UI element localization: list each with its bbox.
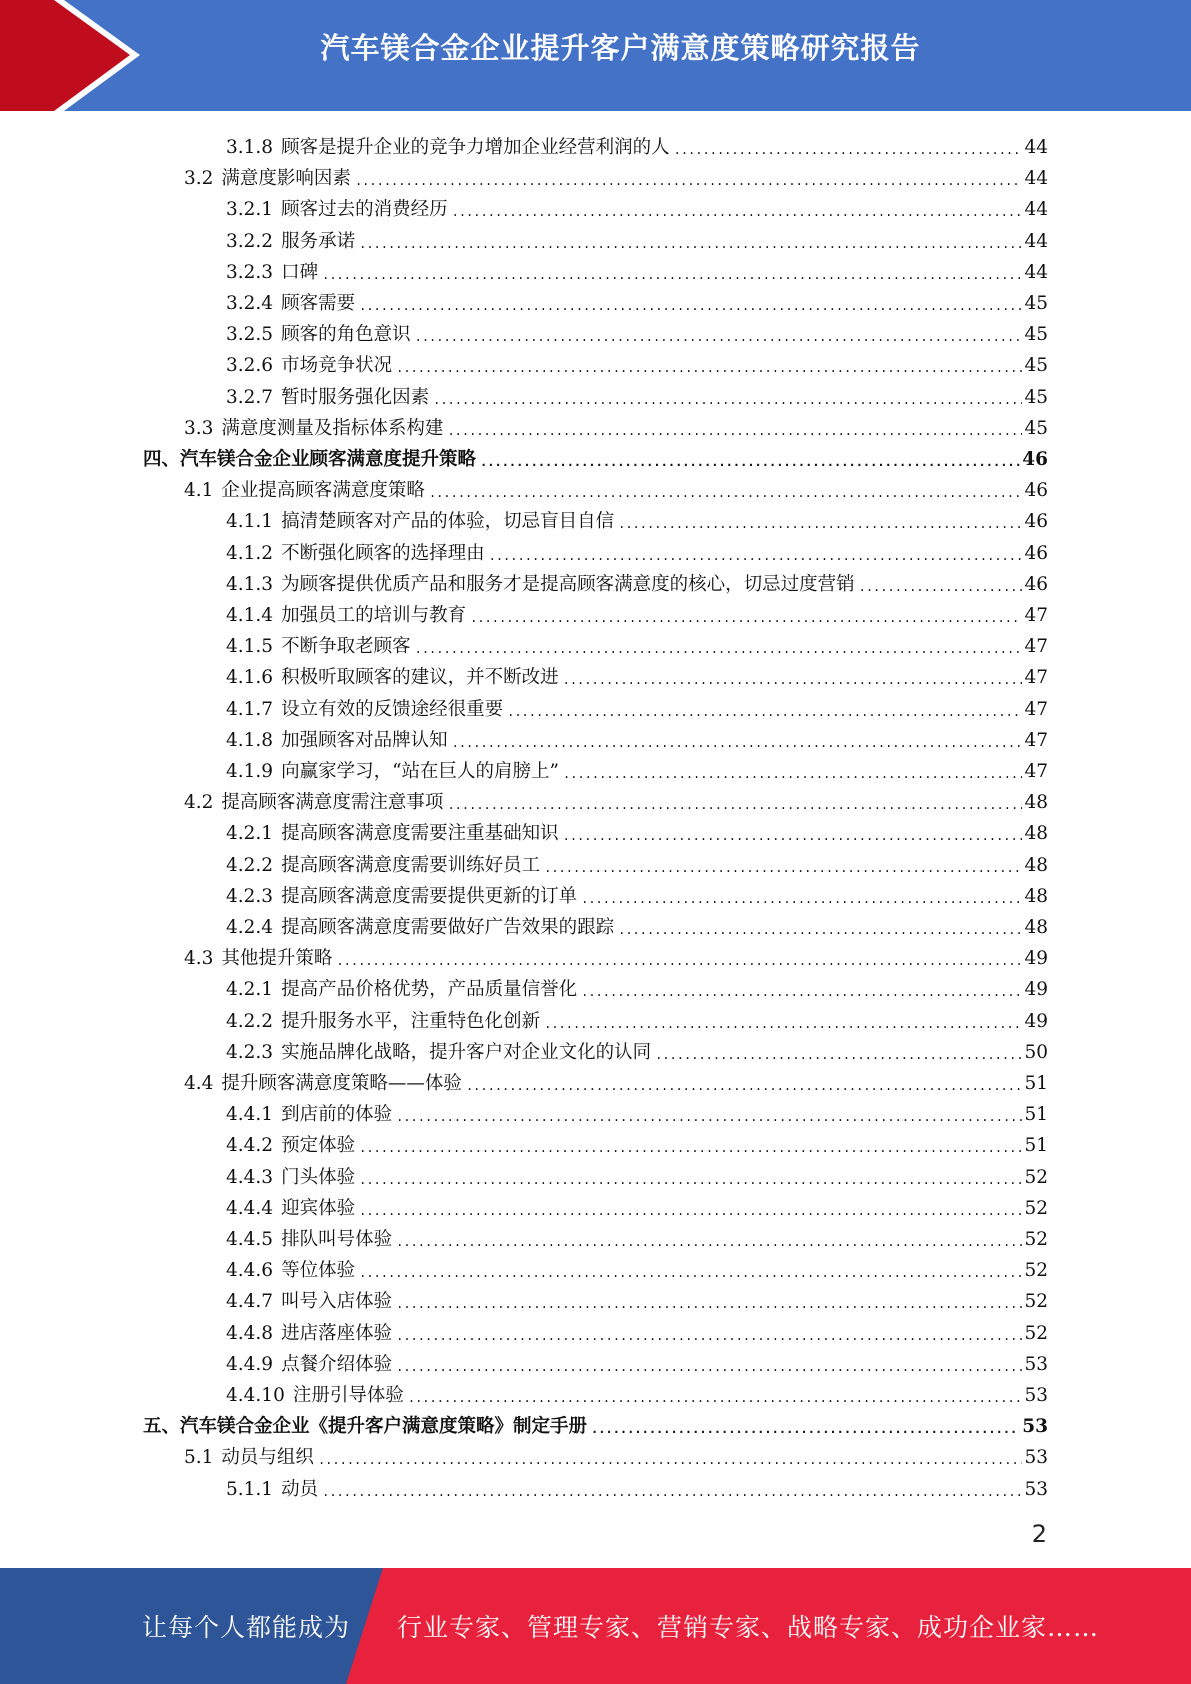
toc-dot-leader: [507, 699, 1022, 721]
toc-entry-number: 4.2.2: [226, 854, 274, 876]
toc-entry[interactable]: [226, 1033, 1048, 1064]
toc-entry[interactable]: [226, 1126, 1048, 1157]
toc-entry-title: 不断强化顾客的选择理由: [281, 542, 485, 564]
toc-entry-title: 设立有效的反馈途经很重要: [281, 698, 504, 720]
toc-dot-leader: [359, 1135, 1022, 1157]
toc-entry[interactable]: [226, 1002, 1048, 1033]
footer-slogan-right: 行业专家、管理专家、营销专家、战略专家、成功企业家……: [397, 1613, 1100, 1642]
toc-entry-page: 46: [1022, 449, 1048, 470]
toc-dot-leader: [859, 574, 1023, 596]
toc-entry-number: 4.4.5: [226, 1229, 274, 1250]
toc-dot-leader: [618, 511, 1022, 533]
toc-entry-page: 52: [1024, 1229, 1048, 1250]
toc-entry-page: 47: [1024, 761, 1048, 782]
document-title: 汽车镁合金企业提升客户满意度策略研究报告: [320, 31, 921, 65]
toc-entry-page: 46: [1024, 542, 1048, 564]
toc-entry[interactable]: [184, 1064, 1048, 1095]
toc-entry-page: 52: [1024, 1197, 1048, 1219]
toc-entry-number: 4.4.4: [226, 1197, 274, 1219]
toc-entry-title: 加强员工的培训与教育: [281, 605, 467, 626]
toc-entry[interactable]: [226, 721, 1048, 752]
toc-entry-number: 3.2.7: [226, 386, 274, 408]
toc-dot-leader: [396, 1323, 1022, 1345]
toc-entry-number: 4.4.7: [226, 1291, 274, 1313]
toc-entry[interactable]: [226, 1282, 1048, 1313]
toc-entry-number: 3.2.5: [226, 324, 274, 346]
toc-entry[interactable]: [226, 284, 1048, 315]
toc-entry-page: 45: [1024, 293, 1048, 314]
toc-dot-leader: [563, 667, 1023, 689]
toc-entry[interactable]: [226, 814, 1048, 845]
toc-entry-number: 4.1.4: [226, 605, 274, 626]
toc-entry-number: 4.4.9: [226, 1353, 274, 1375]
toc-dot-leader: [396, 1354, 1022, 1376]
toc-entry-number: 3.2.4: [226, 293, 274, 314]
toc-entry[interactable]: [226, 222, 1048, 253]
toc-entry-number: 4.1.9: [226, 761, 274, 782]
toc-dot-leader: [470, 605, 1022, 627]
toc-entry-page: 49: [1024, 979, 1048, 1001]
toc-entry-title: 门头体验: [281, 1166, 356, 1188]
toc-entry-page: 44: [1024, 137, 1048, 158]
page-footer: [0, 1568, 1191, 1684]
toc-entry-title: 实施品牌化战略，提升客户对企业文化的认同: [281, 1041, 652, 1063]
toc-dot-leader: [433, 387, 1022, 409]
toc-entry-page: 48: [1024, 823, 1048, 845]
toc-entry-title: 服务承诺: [281, 230, 356, 252]
toc-entry-page: 47: [1024, 729, 1048, 751]
toc-entry-page: 53: [1024, 1478, 1048, 1500]
toc-dot-leader: [466, 1073, 1023, 1095]
toc-dot-leader: [489, 543, 1023, 565]
toc-entry-number: 3.2.2: [226, 230, 274, 252]
toc-entry-page: 45: [1024, 355, 1048, 377]
toc-dot-leader: [408, 1385, 1023, 1407]
toc-entry-page: 47: [1024, 698, 1048, 720]
toc-entry-number: 3.2: [184, 168, 214, 190]
toc-entry-title: 顾客的角色意识: [281, 324, 411, 346]
toc-entry-number: 4.4.10: [226, 1385, 285, 1406]
toc-entry[interactable]: [226, 253, 1048, 284]
toc-entry-page: 46: [1024, 480, 1048, 502]
toc-entry-page: 52: [1024, 1260, 1048, 1282]
toc-entry[interactable]: [226, 565, 1048, 596]
toc-entry[interactable]: [226, 1220, 1048, 1251]
toc-entry-title: 动员与组织: [221, 1447, 314, 1469]
toc-entry-page: 49: [1024, 948, 1048, 970]
toc-entry-page: 53: [1022, 1416, 1048, 1438]
toc-entry-title: 顾客需要: [281, 293, 356, 314]
toc-dot-leader: [655, 1042, 1022, 1064]
toc-entry-title: 五、汽车镁合金企业《提升客户满意度策略》制定手册: [143, 1416, 588, 1438]
toc-entry[interactable]: [226, 877, 1048, 908]
toc-dot-leader: [429, 480, 1023, 502]
toc-entry-title: 等位体验: [281, 1260, 356, 1282]
toc-entry-title: 四、汽车镁合金企业顾客满意度提升策略: [143, 449, 477, 470]
toc-entry-title: 提升服务水平，注重特色化创新: [281, 1010, 541, 1032]
toc-entry-title: 提高顾客满意度需注意事项: [221, 792, 444, 814]
toc-dot-leader: [447, 418, 1022, 440]
toc-dot-leader: [480, 449, 1020, 471]
toc-entry-number: 4.1.8: [226, 729, 274, 751]
toc-entry-page: 45: [1024, 324, 1048, 346]
toc-entry-title: 积极听取顾客的建议，并不断改进: [281, 667, 559, 689]
toc-entry-page: 48: [1024, 792, 1048, 814]
toc-entry[interactable]: [184, 471, 1048, 502]
toc-entry[interactable]: [226, 908, 1048, 939]
toc-entry-title: 提高顾客满意度需要做好广告效果的跟踪: [281, 917, 615, 938]
toc-dot-leader: [359, 1260, 1022, 1282]
toc-entry-title: 预定体验: [281, 1135, 356, 1157]
toc-entry[interactable]: [184, 783, 1048, 814]
toc-entry-page: 45: [1024, 386, 1048, 408]
toc-entry-page: 48: [1024, 885, 1048, 907]
toc-entry-number: 4.3: [184, 948, 214, 970]
toc-entry-page: 51: [1024, 1104, 1048, 1126]
toc-entry-page: 47: [1024, 605, 1048, 626]
toc-entry-title: 进店落座体验: [281, 1322, 393, 1344]
toc-dot-leader: [452, 730, 1023, 752]
toc-dot-leader: [396, 355, 1022, 377]
toc-entry-title: 到店前的体验: [281, 1104, 393, 1126]
toc-entry-number: 4.2.4: [226, 917, 274, 938]
toc-dot-leader: [563, 823, 1023, 845]
toc-entry-number: 4.2: [184, 792, 214, 814]
toc-dot-leader: [563, 761, 1022, 783]
toc-entry-page: 52: [1024, 1322, 1048, 1344]
toc-entry-page: 45: [1024, 417, 1048, 439]
toc-entry-number: 3.2.6: [226, 355, 274, 377]
toc-entry-title: 企业提高顾客满意度策略: [221, 480, 425, 502]
toc-entry-number: 3.3: [184, 417, 214, 439]
toc-entry-number: 3.2.1: [226, 199, 274, 221]
toc-dot-leader: [447, 792, 1022, 814]
toc-entry-title: 点餐介绍体验: [281, 1353, 393, 1375]
toc-entry[interactable]: [226, 627, 1048, 658]
toc-entry-page: 53: [1024, 1353, 1048, 1375]
toc-entry-number: 4.2.1: [226, 823, 274, 845]
toc-dot-leader: [415, 636, 1023, 658]
toc-entry-number: 4.1: [184, 480, 214, 502]
toc-entry-title: 口碑: [281, 261, 319, 283]
toc-entry[interactable]: [184, 159, 1048, 190]
toc-entry-title: 搞清楚顾客对产品的体验，切忌盲目自信: [281, 511, 615, 533]
toc-entry-page: 51: [1024, 1073, 1048, 1094]
toc-entry[interactable]: [226, 846, 1048, 877]
toc-entry-title: 迎宾体验: [281, 1197, 356, 1219]
page-header: [0, 0, 1191, 111]
toc-entry[interactable]: [226, 1158, 1048, 1189]
toc-entry-title: 提高顾客满意度需要注重基础知识: [281, 823, 559, 845]
toc-entry-number: 5.1.1: [226, 1478, 274, 1500]
toc-entry[interactable]: [184, 409, 1048, 440]
toc-entry[interactable]: [226, 502, 1048, 533]
toc-entry-title: 市场竞争状况: [281, 355, 393, 377]
toc-dot-leader: [322, 262, 1022, 284]
toc-entry[interactable]: [226, 1470, 1048, 1501]
toc-entry[interactable]: [226, 658, 1048, 689]
toc-dot-leader: [359, 1167, 1022, 1189]
toc-dot-leader: [359, 231, 1022, 253]
toc-entry-title: 提高顾客满意度需要训练好员工: [281, 854, 541, 876]
toc-entry[interactable]: [226, 534, 1048, 565]
toc-dot-leader: [544, 1011, 1022, 1033]
toc-entry-page: 47: [1024, 636, 1048, 658]
toc-entry-page: 46: [1024, 511, 1048, 533]
toc-entry[interactable]: [226, 1251, 1048, 1282]
toc-entry-title: 满意度影响因素: [221, 168, 351, 190]
toc-entry-page: 49: [1024, 1010, 1048, 1032]
toc-entry[interactable]: [226, 596, 1048, 627]
toc-entry-number: 4.4.8: [226, 1322, 274, 1344]
toc-entry-title: 为顾客提供优质产品和服务才是提高顾客满意度的核心，切忌过度营销: [281, 573, 855, 595]
toc-entry-page: 52: [1024, 1166, 1048, 1188]
page-number: 2: [1031, 1520, 1047, 1548]
toc-entry[interactable]: [226, 128, 1048, 159]
toc-entry[interactable]: [184, 1438, 1048, 1469]
toc-entry-page: 48: [1024, 854, 1048, 876]
toc-dot-leader: [336, 948, 1022, 970]
toc-dot-leader: [581, 886, 1022, 908]
toc-entry-page: 44: [1024, 230, 1048, 252]
toc-dot-leader: [581, 979, 1022, 1001]
toc-dot-leader: [618, 917, 1022, 939]
toc-entry-number: 4.2.1: [226, 979, 274, 1001]
toc-entry-title: 提高产品价格优势，产品质量信誉化: [281, 979, 578, 1001]
toc-entry-title: 叫号入店体验: [281, 1291, 393, 1313]
toc-entry-title: 加强顾客对品牌认知: [281, 729, 448, 751]
toc-dot-leader: [415, 324, 1023, 346]
toc-entry-number: 4.1.3: [226, 573, 274, 595]
toc-dot-leader: [359, 1198, 1022, 1220]
toc-entry-number: 4.2.3: [226, 885, 274, 907]
toc-entry-title: 顾客是提升企业的竞争力增加企业经营利润的人: [281, 137, 670, 158]
toc-entry-page: 46: [1024, 573, 1048, 595]
toc-entry[interactable]: [226, 346, 1048, 377]
toc-entry[interactable]: [226, 1189, 1048, 1220]
toc-entry-number: 4.1.1: [226, 511, 274, 533]
toc-entry[interactable]: [143, 440, 1048, 471]
toc-dot-leader: [359, 293, 1022, 315]
toc-entry[interactable]: [226, 752, 1048, 783]
toc-dot-leader: [452, 199, 1023, 221]
toc-entry-title: 提高顾客满意度需要提供更新的订单: [281, 885, 578, 907]
toc-entry-title: 提升顾客满意度策略——体验: [221, 1073, 462, 1094]
toc-entry-page: 44: [1024, 261, 1048, 283]
toc-dot-leader: [355, 168, 1023, 190]
toc-entry-number: 4.4: [184, 1073, 214, 1094]
toc-entry-title: 暂时服务强化因素: [281, 386, 430, 408]
toc-entry[interactable]: [184, 939, 1048, 970]
toc-entry-number: 3.2.3: [226, 261, 274, 283]
toc-entry-number: 4.2.2: [226, 1010, 274, 1032]
toc-entry-page: 52: [1024, 1291, 1048, 1313]
toc-entry-title: 满意度测量及指标体系构建: [221, 417, 444, 439]
toc-entry[interactable]: [226, 378, 1048, 409]
toc-entry[interactable]: [226, 1376, 1048, 1407]
footer-slogan-left: 让每个人都能成为: [142, 1613, 351, 1642]
toc-entry-number: 4.4.2: [226, 1135, 274, 1157]
toc-entry[interactable]: [226, 690, 1048, 721]
toc-dot-leader: [396, 1291, 1022, 1313]
toc-entry-number: 4.1.6: [226, 667, 274, 689]
toc-entry-title: 动员: [281, 1478, 319, 1500]
toc-entry-title: 顾客过去的消费经历: [281, 199, 448, 221]
toc-entry-number: 3.1.8: [226, 137, 274, 158]
toc-dot-leader: [322, 1479, 1022, 1501]
toc-entry-title: 其他提升策略: [221, 948, 333, 970]
toc-entry-title: 注册引导体验: [292, 1385, 404, 1406]
toc-entry-number: 4.4.1: [226, 1104, 274, 1126]
toc-entry-page: 44: [1024, 168, 1048, 190]
toc-entry-number: 4.1.5: [226, 636, 274, 658]
toc-entry-title: 排队叫号体验: [281, 1229, 393, 1250]
toc-entry-title: 不断争取老顾客: [281, 636, 411, 658]
toc-dot-leader: [674, 137, 1023, 159]
toc-entry-title: 向赢家学习，“站在巨人的肩膀上”: [281, 761, 559, 782]
toc-entry-page: 50: [1024, 1041, 1048, 1063]
toc-entry[interactable]: [143, 1407, 1048, 1438]
toc-entry-page: 53: [1024, 1447, 1048, 1469]
toc-entry-number: 4.1.2: [226, 542, 274, 564]
toc-dot-leader: [396, 1229, 1022, 1251]
toc-entry-number: 4.1.7: [226, 698, 274, 720]
toc-dot-leader: [544, 855, 1022, 877]
toc-dot-leader: [318, 1447, 1023, 1469]
toc-entry-page: 44: [1024, 199, 1048, 221]
toc-entry-page: 47: [1024, 667, 1048, 689]
toc-entry-number: 5.1: [184, 1447, 214, 1469]
toc-entry-page: 53: [1024, 1385, 1048, 1406]
toc-entry[interactable]: [226, 190, 1048, 221]
toc-entry[interactable]: [226, 1095, 1048, 1126]
toc-entry-number: 4.2.3: [226, 1041, 274, 1063]
toc-entry[interactable]: [226, 1345, 1048, 1376]
toc-entry-number: 4.4.3: [226, 1166, 274, 1188]
toc-entry[interactable]: [226, 970, 1048, 1001]
toc-entry[interactable]: [226, 315, 1048, 346]
toc-entry[interactable]: [226, 1314, 1048, 1345]
toc-dot-leader: [396, 1104, 1022, 1126]
toc-entry-number: 4.4.6: [226, 1260, 274, 1282]
toc-entry-page: 48: [1024, 917, 1048, 938]
toc-dot-leader: [591, 1416, 1020, 1438]
toc-entry-page: 51: [1024, 1135, 1048, 1157]
